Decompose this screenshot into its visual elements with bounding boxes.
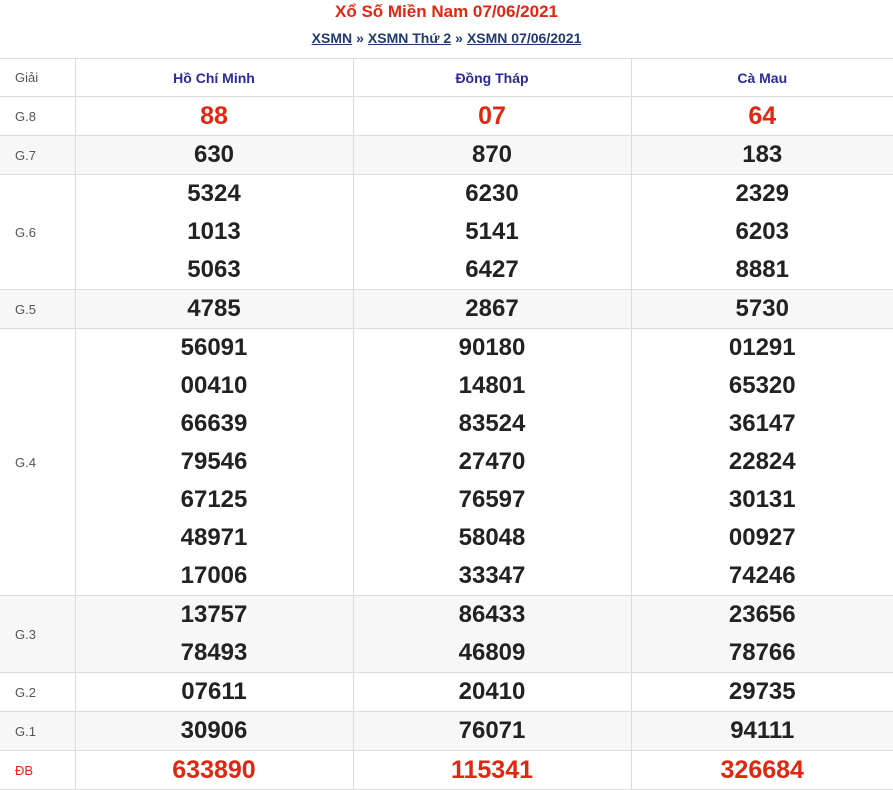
prize-cell [353,712,631,751]
prize-cell [631,751,893,790]
result-number: 23656 [632,596,893,634]
table-row [0,673,893,712]
prize-label: G.4 [0,329,75,596]
prize-label: ĐB [0,751,75,790]
result-number: 30131 [632,481,893,519]
result-number: 48971 [76,519,353,557]
result-number: 115341 [354,751,631,789]
prize-label: G.2 [0,673,75,712]
table-row [0,136,893,175]
result-number: 8881 [632,251,893,289]
prize-column-header: Giải [0,59,75,97]
result-number: 66639 [76,405,353,443]
result-number: 88 [76,97,353,135]
result-number: 6427 [354,251,631,289]
prize-cell [353,596,631,673]
breadcrumb-link-xsmn-thu-2[interactable]: XSMN Thứ 2 [368,30,451,46]
result-number: 27470 [354,443,631,481]
prize-label: G.8 [0,97,75,136]
province-header-ca-mau[interactable]: Cà Mau [631,59,893,97]
result-number: 74246 [632,557,893,595]
result-number: 6203 [632,213,893,251]
result-number: 64 [632,97,893,135]
breadcrumb-link-xsmn[interactable]: XSMN [312,30,352,46]
result-number: 67125 [76,481,353,519]
result-number: 29735 [632,673,893,711]
results-body [0,97,893,790]
result-number: 6230 [354,175,631,213]
result-number: 58048 [354,519,631,557]
result-number: 5063 [76,251,353,289]
result-number: 00410 [76,367,353,405]
result-number: 76071 [354,712,631,750]
result-number: 86433 [354,596,631,634]
result-number: 13757 [76,596,353,634]
result-number: 83524 [354,405,631,443]
result-number: 5730 [632,290,893,328]
prize-cell [75,751,353,790]
result-number: 183 [632,136,893,174]
page-title: Xổ Số Miền Nam 07/06/2021 [0,1,893,23]
prize-cell [631,596,893,673]
result-number: 633890 [76,751,353,789]
prize-cell [75,136,353,175]
table-row [0,329,893,596]
prize-label: G.1 [0,712,75,751]
prize-cell [631,673,893,712]
table-row [0,290,893,329]
province-header-dong-thap[interactable]: Đồng Tháp [353,59,631,97]
table-row [0,175,893,290]
result-number: 07 [354,97,631,135]
province-header-ho-chi-minh[interactable]: Hồ Chí Minh [75,59,353,97]
result-number: 00927 [632,519,893,557]
result-number: 2867 [354,290,631,328]
result-number: 07611 [76,673,353,711]
prize-label: G.7 [0,136,75,175]
result-number: 5141 [354,213,631,251]
prize-cell [631,290,893,329]
prize-cell [631,712,893,751]
result-number: 5324 [76,175,353,213]
result-number: 4785 [76,290,353,328]
result-number: 78493 [76,634,353,672]
result-number: 20410 [354,673,631,711]
prize-cell [353,329,631,596]
result-number: 90180 [354,329,631,367]
result-number: 78766 [632,634,893,672]
result-number: 33347 [354,557,631,595]
result-number: 22824 [632,443,893,481]
result-number: 2329 [632,175,893,213]
result-number: 870 [354,136,631,174]
table-row [0,712,893,751]
result-number: 36147 [632,405,893,443]
breadcrumb-link-xsmn-date[interactable]: XSMN 07/06/2021 [467,30,581,46]
prize-cell [353,751,631,790]
result-number: 01291 [632,329,893,367]
result-number: 79546 [76,443,353,481]
prize-cell [353,97,631,136]
prize-cell [75,290,353,329]
result-number: 94111 [632,712,893,750]
table-header-row [0,59,893,97]
prize-label: G.6 [0,175,75,290]
result-number: 56091 [76,329,353,367]
page-header [0,0,893,58]
table-row [0,751,893,790]
prize-cell [631,97,893,136]
prize-cell [631,329,893,596]
results-table [0,58,893,790]
result-number: 76597 [354,481,631,519]
table-row [0,596,893,673]
prize-cell [75,97,353,136]
result-number: 17006 [76,557,353,595]
result-number: 14801 [354,367,631,405]
prize-cell [631,175,893,290]
breadcrumb [0,28,893,48]
table-row [0,97,893,136]
result-number: 30906 [76,712,353,750]
breadcrumb-separator: » [451,30,467,46]
prize-cell [75,712,353,751]
prize-cell [353,290,631,329]
result-number: 326684 [632,751,893,789]
prize-cell [631,136,893,175]
prize-cell [353,136,631,175]
result-number: 1013 [76,213,353,251]
prize-cell [353,175,631,290]
result-number: 630 [76,136,353,174]
breadcrumb-separator: » [352,30,368,46]
prize-label: G.3 [0,596,75,673]
prize-cell [75,175,353,290]
result-number: 46809 [354,634,631,672]
result-number: 65320 [632,367,893,405]
prize-cell [75,596,353,673]
prize-cell [353,673,631,712]
prize-cell [75,329,353,596]
prize-label: G.5 [0,290,75,329]
prize-cell [75,673,353,712]
